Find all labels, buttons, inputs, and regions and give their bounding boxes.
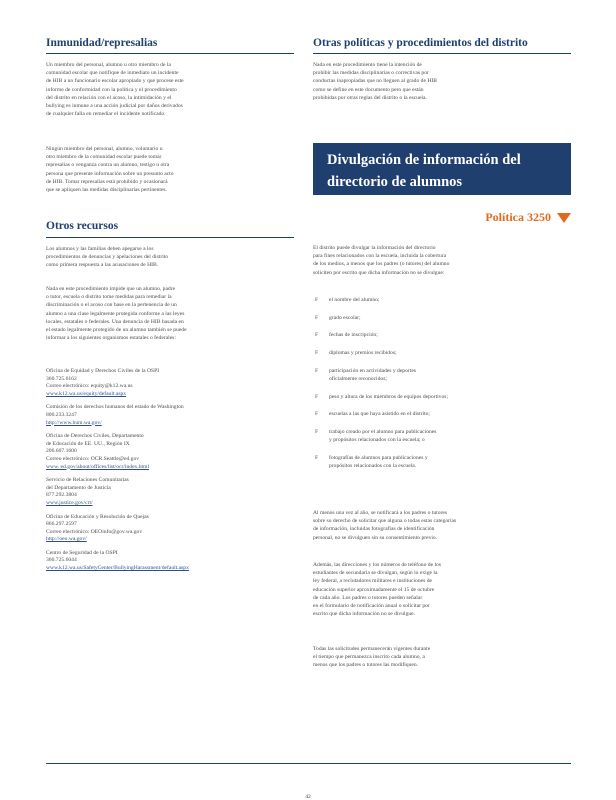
text-line: de información, incluidas fotografías de identificación	[313, 526, 435, 533]
bullet-marker: F	[315, 297, 319, 303]
bullet-item	[313, 393, 571, 401]
contact-line: 877.292.3804	[46, 492, 77, 499]
contact-line: Oficina de Derechos Civiles, Departamento	[46, 433, 144, 440]
text-line: Un miembro del personal, alumno u otro miembro de la	[46, 62, 171, 68]
text-line: prohibidas por otras reglas del distrito o la escuela.	[313, 94, 427, 101]
text-line: como primera respuesta a las acusaciones de HIB.	[46, 262, 159, 269]
directory-info-banner	[313, 143, 571, 195]
contact-block	[46, 550, 294, 573]
text-line: menos que los padres o tutores las modifiquen.	[313, 662, 419, 669]
bullet-text: oficialmente reconocidos;	[329, 376, 387, 383]
bullet-marker: F	[315, 332, 319, 339]
bullet-item	[313, 331, 571, 339]
contact-line: Correo electrónico: equity@k12.wa.us	[46, 383, 133, 390]
contact-block	[46, 433, 294, 471]
bullet-item	[313, 367, 571, 383]
page-number: 42	[305, 794, 311, 800]
contact-link[interactable]: www.k12.wa.us/equity/default.aspx	[46, 390, 127, 397]
contact-line: de Educación de EE. UU., Región IX	[46, 440, 130, 447]
bullet-text: diplomas y premios recibidos;	[329, 350, 397, 357]
text-line: del distrito en relación con el acoso, la intimidación y el	[46, 94, 172, 101]
contact-line: Correo electrónico: OCR.Seattle@ed.gov	[46, 455, 140, 462]
bullet-marker: F	[315, 314, 319, 321]
bullet-marker: F	[315, 350, 319, 357]
contact-link[interactable]: www.justice.gov/crt/	[46, 499, 93, 506]
text-line: el tiempo que permanezca inscrito cada alumno, a	[313, 654, 425, 661]
text-line: que se apliquen las medidas disciplinarias pertinentes.	[46, 187, 168, 194]
contact-line: 360.725.6044	[46, 557, 77, 564]
contact-line: del Departamento de Justicia	[46, 484, 111, 491]
text-line: conductas inapropiadas que no lleguen al grado de HIB	[313, 78, 437, 85]
contact-link[interactable]: http://oeo.wa.gov/	[46, 536, 87, 543]
contact-line: Comisión de los derechos humanos del estado de Washington	[46, 404, 184, 411]
bullet-text: propósitos relacionados con la escuela.	[329, 463, 417, 470]
contact-block	[46, 514, 294, 544]
text-line: procedimientos de denuncias y apelaciones del distrito	[46, 254, 169, 261]
contact-line: Servicio de Relaciones Comunitarias	[46, 477, 129, 484]
contact-link[interactable]: www. ed.gov/about/offices/list/ocr/index.html	[46, 463, 150, 470]
section-heading-immunity: Inmunidad/represalias	[46, 37, 158, 49]
contact-link[interactable]: http://www.hum.wa.gov/	[46, 419, 102, 426]
paragraph-complaint-procedures	[46, 245, 294, 270]
text-line: de cada año. Los padres o tutores pueden señalar	[313, 594, 423, 601]
text-line: estudiantes de secundaria se divulgan, según lo exige la	[313, 570, 438, 577]
bullet-text: y propósitos relacionados con la escuela; o	[329, 437, 425, 444]
bullet-text: fechas de inscripción;	[329, 332, 378, 339]
contact-list	[46, 368, 294, 573]
contact-line: Oficina de Equidad y Derechos Civiles de la OSPI	[46, 368, 160, 374]
text-line: alumno a una clase legalmente protegida conforme a las leyes	[46, 310, 185, 317]
paragraph-protected-class	[46, 285, 294, 342]
bullet-text: escuelas a las que haya asistido en el distrito;	[329, 411, 430, 418]
contact-line: 800.233.3247	[46, 411, 77, 418]
bullet-item	[313, 314, 571, 322]
paragraph-annual-notice	[313, 509, 571, 542]
text-line: informe de conformidad con la política y el procedimiento	[46, 86, 177, 93]
paragraph-immunity	[46, 61, 294, 118]
policy-label: Política 3250	[485, 210, 551, 224]
text-line: prohibir las medidas disciplinarias o correctivas por	[313, 70, 429, 77]
paragraph-requests-valid	[313, 645, 571, 670]
footer-rule	[46, 763, 571, 764]
bullet-text: grado escolar;	[329, 314, 361, 321]
text-line: Los alumnos y las familias deben apegarse a los	[46, 246, 154, 252]
text-line: represalias o venganza contra un alumno, testigo u otra	[46, 162, 170, 169]
bullet-marker: F	[315, 455, 319, 462]
contact-line: Oficina de Educación y Resolución de Quejas	[46, 513, 149, 520]
contact-block	[46, 368, 294, 398]
banner-title-line1: Divulgación de información del	[327, 152, 521, 168]
bullet-text: el nombre del alumno;	[329, 297, 380, 303]
bullet-item	[313, 428, 571, 444]
heading-rule	[46, 53, 294, 54]
text-line: Ningún miembro del personal, alumno, voluntario u	[46, 146, 163, 152]
text-line: o tutor, escuela o distrito tome medidas para remediar la	[46, 294, 172, 301]
text-line: Nada en este procedimiento impide que un alumno, padre	[46, 286, 176, 292]
contact-link[interactable]: www.k12.wa.us/SafetyCenter/BullyingHarassment/default.aspx	[46, 565, 189, 572]
bullet-marker: F	[315, 367, 319, 374]
text-line: para fines relacionados con la escuela, incluida la cobertura	[313, 253, 447, 260]
contact-block	[46, 404, 294, 427]
bullet-text: trabajo creado por el alumno para publicaciones	[329, 429, 437, 436]
text-line: bullying es inmune a una acción judicial por daños derivados	[46, 103, 183, 110]
contact-block	[46, 477, 294, 507]
text-line: Además, las direcciones y los números de teléfono de los	[313, 562, 442, 568]
directory-bullet-list	[313, 296, 571, 480]
text-line: informar a los siguientes organismos estatales o federales:	[46, 335, 176, 342]
bullet-marker: F	[315, 393, 319, 400]
text-line: locales, estatales o federales. Una denuncia de HIB basada en	[46, 318, 184, 325]
text-line: de HIB a un funcionario escolar apropiado y que procese este	[46, 78, 184, 85]
bullet-item	[313, 454, 571, 470]
text-line: ley federal, a reclutadores militares e instituciones de	[313, 578, 432, 585]
paragraph-other-policies	[313, 61, 571, 102]
bullet-marker: F	[315, 411, 319, 418]
text-line: de HIB. Tomar represalias está prohibido y ocasionará	[46, 178, 168, 185]
text-line: como se define en este documento pero que están	[313, 86, 424, 93]
text-line: Todas las solicitudes permanecerán vigentes durante	[313, 646, 431, 652]
text-line: educación superior aproximadamente el 15 de octubre	[313, 586, 435, 593]
paragraph-retaliation	[46, 145, 294, 194]
text-line: soliciten por escrito que dicha información no se divulgue:	[313, 269, 445, 276]
policy-number	[485, 210, 571, 225]
bullet-item	[313, 296, 571, 304]
text-line: persona que presente información sobre un presunto acto	[46, 170, 174, 177]
triangle-down-icon	[557, 213, 571, 223]
text-line: Al menos una vez al año, se notificará a los padres o tutores	[313, 510, 448, 516]
contact-line: 866.297.2597	[46, 521, 77, 528]
bullet-text: participación en actividades y deportes	[329, 367, 416, 374]
text-line: en el formulario de notificación anual o solicitar por	[313, 603, 430, 610]
bullet-marker: F	[315, 429, 319, 436]
banner-title-line2: directorio de alumnos	[327, 174, 463, 190]
text-line: El distrito puede divulgar la información del directorio	[313, 245, 436, 251]
section-heading-other-policies: Otras políticas y procedimientos del distrito	[313, 37, 528, 49]
text-line: discriminación o el acoso con base en la pertenencia de un	[46, 302, 177, 309]
text-line: otro miembro de la comunidad escolar puede tomar	[46, 154, 162, 161]
contact-line: 206.607.1600	[46, 448, 77, 455]
contact-line: 360.725.6162	[46, 375, 77, 382]
bullet-item	[313, 349, 571, 357]
text-line: de los medios, a menos que los padres (o tutores) del alumno	[313, 261, 450, 268]
heading-rule	[313, 53, 571, 54]
paragraph-military-recruiters	[313, 561, 571, 618]
text-line: de cualquier falla en remediar el incidente notificado.	[46, 111, 166, 118]
heading-rule	[46, 237, 294, 238]
text-line: el estado legalmente protegido de un alumno también se puede	[46, 327, 187, 334]
text-line: comunidad escolar que notifique de inmediato un incidente	[46, 70, 179, 77]
bullet-text: peso y altura de los miembros de equipos deportivos;	[329, 393, 449, 400]
bullet-item	[313, 410, 571, 418]
paragraph-directory-release	[313, 244, 571, 277]
section-heading-resources: Otros recursos	[46, 220, 119, 232]
text-line: Nada en este procedimiento tiene la intención de	[313, 62, 422, 68]
contact-line: Centro de Seguridad de la OSPI	[46, 549, 118, 556]
text-line: sobre su derecho de solicitar que alguna o todas estas categorías	[313, 518, 457, 525]
bullet-text: fotografías de alumnos para publicaciones y	[329, 455, 428, 462]
contact-line: Correo electrónico: OEOinfo@gov.wa.gov	[46, 528, 143, 535]
text-line: personal, no se divulguen sin su consentimiento previo.	[313, 534, 438, 541]
text-line: escrito que dicha información no se divulgue.	[313, 611, 416, 618]
